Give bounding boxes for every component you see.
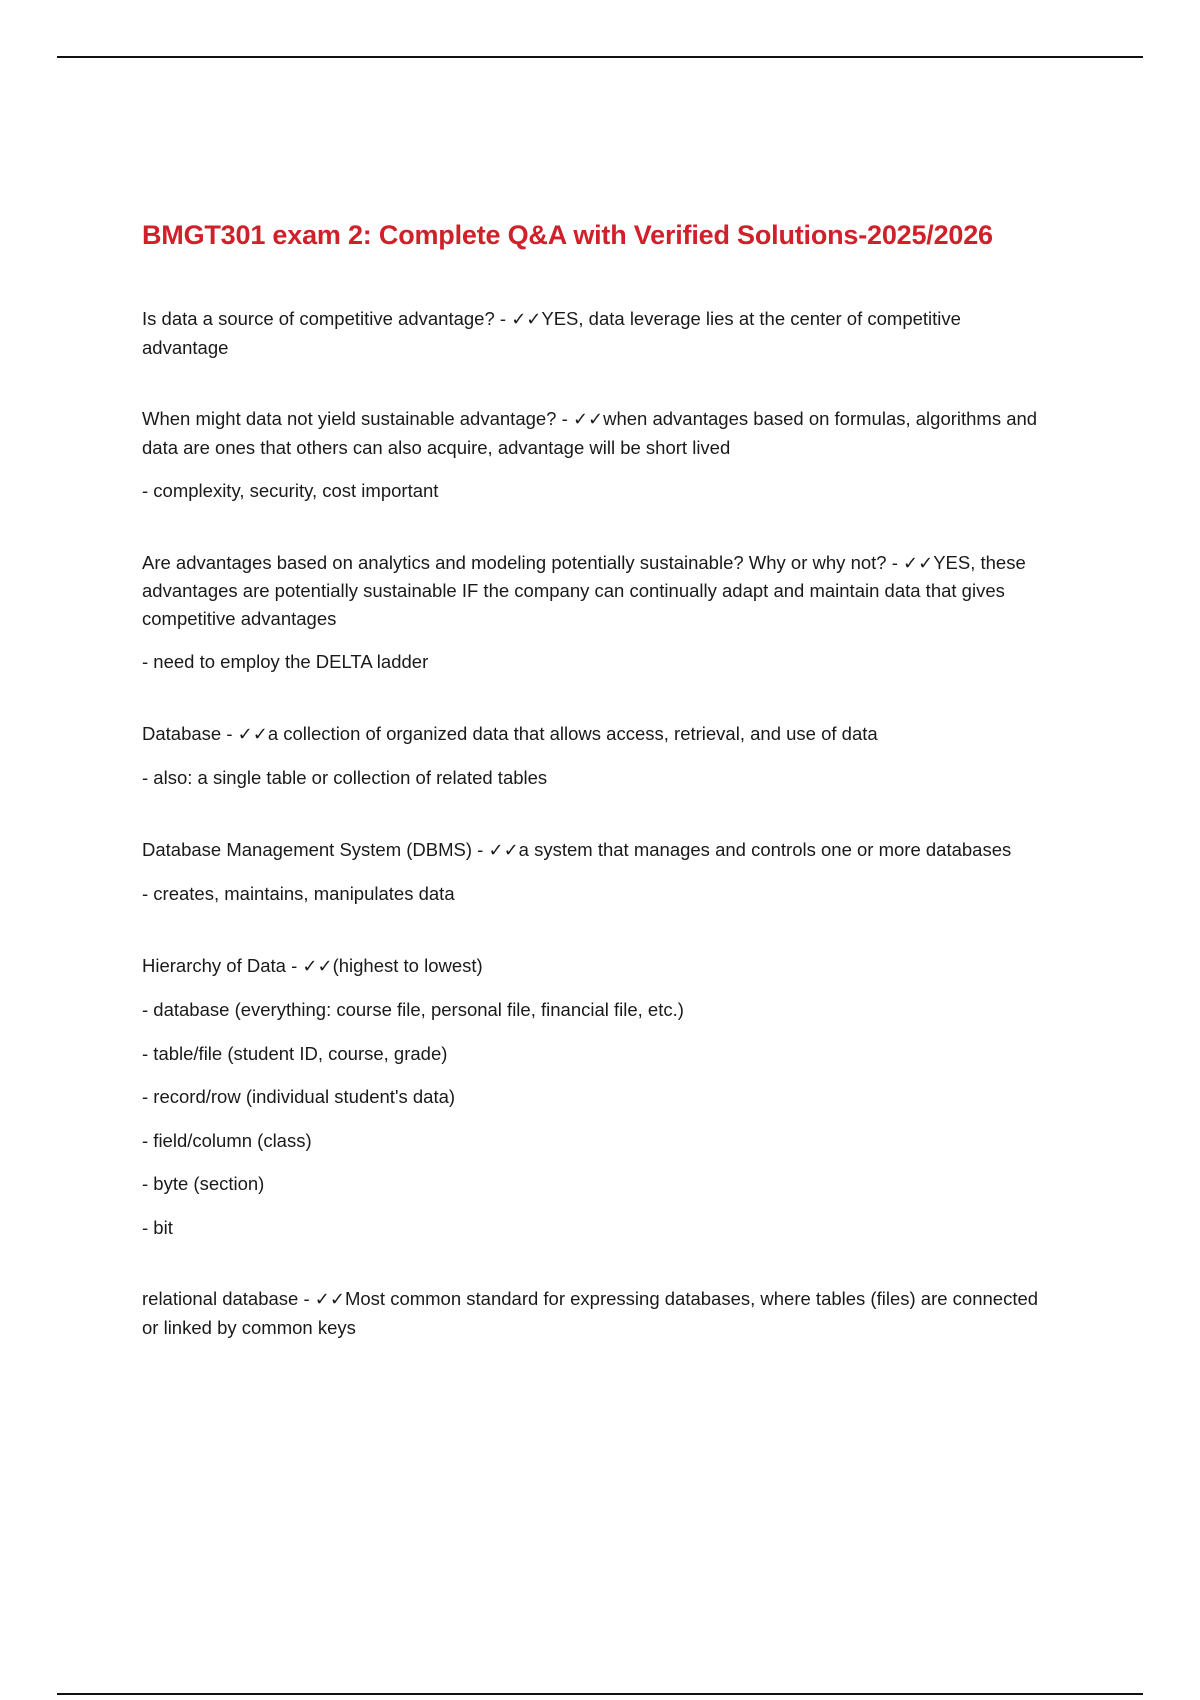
double-check-icon: ✓✓	[314, 1289, 345, 1310]
answer-note: - byte (section)	[142, 1173, 265, 1194]
answer-note: - field/column (class)	[142, 1129, 312, 1151]
question-text: relational database	[142, 1288, 299, 1309]
separator: -	[472, 838, 489, 860]
double-check-icon: ✓✓	[302, 955, 333, 977]
answer-note: - creates, maintains, manipulates data	[142, 883, 455, 904]
question-text: Database	[142, 722, 222, 744]
answer-note: - also: a single table or collection of related tables	[142, 767, 548, 788]
qa-line	[142, 836, 1042, 865]
qa-item	[142, 720, 1042, 792]
document-body	[142, 214, 1042, 1385]
separator: -	[556, 408, 573, 429]
double-check-icon: ✓✓	[572, 409, 604, 430]
qa-item	[142, 405, 1042, 505]
qa-line	[142, 952, 1042, 981]
answer-note: - database (everything: course file, personal file, financial file, etc.)	[142, 999, 684, 1020]
double-check-icon: ✓✓	[903, 552, 934, 574]
answer-text: YES, these advantages are potentially sustainable IF the company can continually adapt and maintain data that gives competitive advantages	[142, 551, 1026, 629]
qa-line	[142, 549, 1042, 633]
qa-item	[142, 549, 1042, 676]
answer-note: - bit	[142, 1216, 173, 1238]
double-check-icon: ✓✓	[511, 309, 542, 330]
qa-list	[142, 305, 1042, 1341]
double-check-icon: ✓✓	[237, 723, 268, 745]
question-text: When might data not yield sustainable advantage?	[142, 408, 557, 429]
qa-line	[142, 305, 1042, 361]
document-title: BMGT301 exam 2: Complete Q&A with Verified Solutions-2025/2026	[142, 220, 993, 250]
answer-note: - need to employ the DELTA ladder	[142, 651, 429, 672]
answer-text: (highest to lowest)	[332, 954, 483, 976]
qa-item	[142, 836, 1042, 908]
question-text: Is data a source of competitive advantage?	[142, 308, 495, 329]
qa-line	[142, 1285, 1042, 1341]
separator: -	[221, 722, 238, 744]
answer-text: a system that manages and controls one or more databases	[518, 838, 1012, 860]
answer-text: a collection of organized data that allows access, retrieval, and use of data	[267, 722, 878, 744]
answer-note: - table/file (student ID, course, grade)	[142, 1042, 448, 1064]
answer-text: when advantages based on formulas, algorithms and data are ones that others can also acquire, advantage will be short lived	[142, 408, 1038, 458]
separator: -	[298, 1288, 315, 1309]
qa-line	[142, 720, 1042, 749]
question-text: Hierarchy of Data	[142, 954, 286, 976]
answer-text: YES, data leverage lies at the center of competitive advantage	[142, 308, 961, 358]
bottom-rule	[57, 1693, 1143, 1695]
separator: -	[285, 954, 303, 976]
qa-item	[142, 305, 1042, 361]
separator: -	[494, 308, 512, 329]
question-text: Are advantages based on analytics and modeling potentially sustainable? Why or why not?	[142, 551, 887, 573]
answer-note: - complexity, security, cost important	[142, 480, 439, 501]
qa-item	[142, 1285, 1042, 1341]
qa-line	[142, 405, 1042, 461]
answer-note: - record/row (individual student's data)	[142, 1086, 456, 1107]
question-text: Database Management System (DBMS)	[142, 838, 473, 860]
separator: -	[886, 551, 904, 573]
qa-item	[142, 952, 1042, 1242]
top-rule	[57, 56, 1143, 58]
double-check-icon: ✓✓	[488, 839, 519, 861]
answer-text: Most common standard for expressing databases, where tables (files) are connected or linked by common keys	[142, 1288, 1039, 1338]
